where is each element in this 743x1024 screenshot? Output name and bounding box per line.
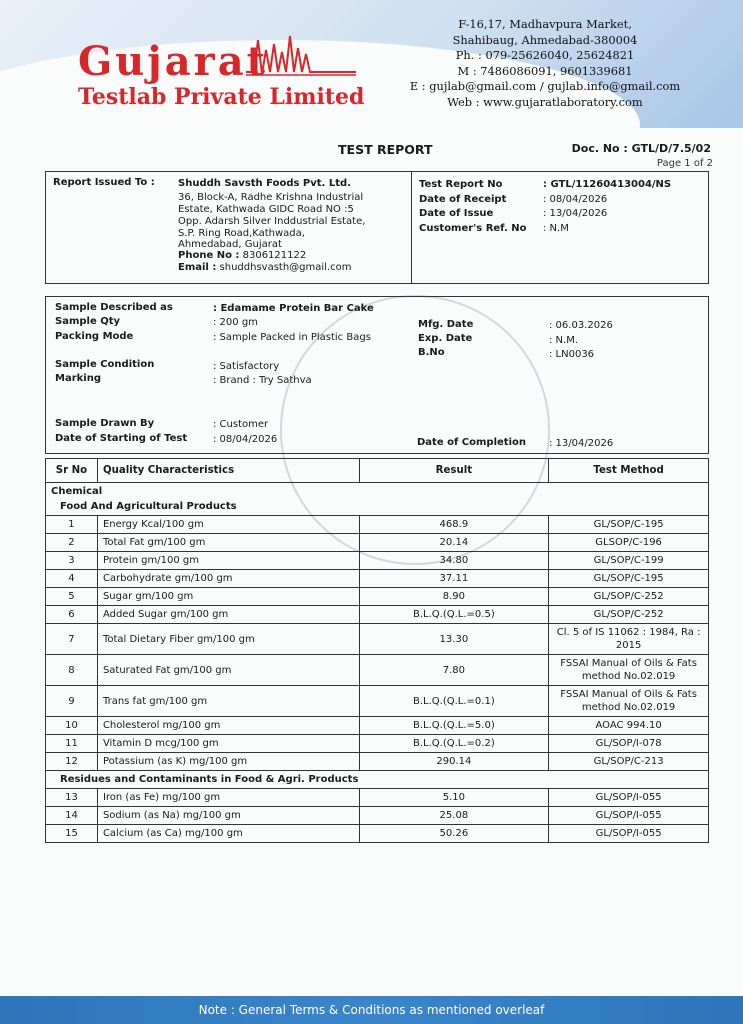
sample-condition-value: : Satisfactory [213, 361, 280, 372]
header-result: Result [359, 459, 549, 483]
row-result: 50.26 [359, 825, 549, 843]
row-method: GL/SOP/C-199 [549, 552, 709, 570]
start-date-label: Date of Starting of Test [55, 433, 188, 444]
row-method: FSSAI Manual of Oils & Fats method No.02.019 [549, 655, 709, 686]
row-result: 37.11 [359, 570, 549, 588]
exp-date-label: Exp. Date [418, 333, 473, 344]
issued-to-label: Report Issued To : [53, 177, 155, 188]
table-row [46, 717, 709, 735]
table-row [46, 552, 709, 570]
row-method: GLSOP/C-196 [549, 534, 709, 552]
table-row [46, 655, 709, 686]
section-food-agri: Food And Agricultural Products [46, 498, 709, 516]
row-result: 290.14 [359, 753, 549, 771]
address-line: Shahibaug, Ahmedabad-380004 [452, 32, 638, 47]
row-method: GL/SOP/C-195 [549, 570, 709, 588]
row-result: 7.80 [359, 655, 549, 686]
address-line: F-16,17, Madhavpura Market, [458, 17, 632, 31]
row-sr-no: 12 [46, 753, 98, 771]
customer-ref-value: : N.M [543, 223, 569, 234]
row-result: 8.90 [359, 588, 549, 606]
phone-label: Phone No : [178, 250, 240, 261]
client-address-line: S.P. Ring Road,Kathwada, [178, 228, 305, 239]
row-result: 13.30 [359, 624, 549, 655]
row-sr-no: 10 [46, 717, 98, 735]
customer-ref-label: Customer's Ref. No [419, 223, 527, 234]
row-result: B.L.Q.(Q.L.=0.5) [359, 606, 549, 624]
table-row [46, 606, 709, 624]
client-email: shuddhsvasth@gmail.com [219, 262, 352, 273]
row-method: AOAC 994.10 [549, 717, 709, 735]
row-method: GL/SOP/I-078 [549, 735, 709, 753]
header-sr-no: Sr No [46, 459, 98, 483]
client-company: Shuddh Savsth Foods Pvt. Ltd. [178, 178, 351, 189]
row-sr-no: 2 [46, 534, 98, 552]
header-quality: Quality Characteristics [97, 459, 359, 483]
row-method: GL/SOP/I-055 [549, 789, 709, 807]
row-result: 5.10 [359, 789, 549, 807]
row-sr-no: 6 [46, 606, 98, 624]
receipt-date-value: : 08/04/2026 [543, 194, 608, 205]
results-table [45, 458, 709, 843]
row-result: B.L.Q.(Q.L.=0.1) [359, 686, 549, 717]
report-title: TEST REPORT [338, 142, 433, 157]
row-sr-no: 9 [46, 686, 98, 717]
batch-no-value: : LN0036 [549, 349, 595, 360]
completion-date-value: : 13/04/2026 [549, 438, 614, 449]
web-line: Web : www.gujaratlaboratory.com [447, 94, 643, 109]
row-quality: Added Sugar gm/100 gm [97, 606, 359, 624]
company-logo-subtitle: Testlab Private Limited [78, 84, 365, 110]
table-row [46, 735, 709, 753]
row-method: GL/SOP/C-252 [549, 588, 709, 606]
client-address-line: Opp. Adarsh Silver Inddustrial Estate, [178, 216, 366, 227]
row-quality: Total Fat gm/100 gm [97, 534, 359, 552]
row-method: GL/SOP/I-055 [549, 807, 709, 825]
table-row [46, 753, 709, 771]
row-sr-no: 8 [46, 655, 98, 686]
mfg-date-label: Mfg. Date [418, 319, 474, 330]
email-label: Email : [178, 262, 217, 273]
start-date-value: : 08/04/2026 [213, 434, 278, 445]
sample-qty-label: Sample Qty [55, 316, 121, 327]
sample-described-label: Sample Described as [55, 302, 173, 313]
mfg-date-value: : 06.03.2026 [549, 320, 613, 331]
logo-wave-icon [246, 30, 356, 80]
row-quality: Energy Kcal/100 gm [97, 516, 359, 534]
row-sr-no: 15 [46, 825, 98, 843]
completion-date-label: Date of Completion [417, 437, 526, 448]
row-method: FSSAI Manual of Oils & Fats method No.02.019 [549, 686, 709, 717]
table-row [46, 534, 709, 552]
row-method: GL/SOP/C-195 [549, 516, 709, 534]
marking-label: Marking [55, 373, 101, 384]
table-row [46, 570, 709, 588]
sample-qty-value: : 200 gm [213, 317, 258, 328]
issue-date-value: : 13/04/2026 [543, 208, 608, 219]
row-sr-no: 3 [46, 552, 98, 570]
row-result: B.L.Q.(Q.L.=0.2) [359, 735, 549, 753]
row-quality: Sodium (as Na) mg/100 gm [97, 807, 359, 825]
table-row [46, 588, 709, 606]
row-sr-no: 14 [46, 807, 98, 825]
row-quality: Potassium (as K) mg/100 gm [97, 753, 359, 771]
row-method: GL/SOP/I-055 [549, 825, 709, 843]
row-result: 468.9 [359, 516, 549, 534]
row-method: GL/SOP/C-252 [549, 606, 709, 624]
row-sr-no: 1 [46, 516, 98, 534]
table-row [46, 516, 709, 534]
client-address-line: Estate, Kathwada GIDC Road NO :5 [178, 204, 354, 215]
receipt-date-label: Date of Receipt [419, 194, 507, 205]
row-sr-no: 4 [46, 570, 98, 588]
row-quality: Total Dietary Fiber gm/100 gm [97, 624, 359, 655]
exp-date-value: : N.M. [549, 335, 579, 346]
table-row [46, 807, 709, 825]
row-quality: Cholesterol mg/100 gm [97, 717, 359, 735]
sample-drawn-label: Sample Drawn By [55, 418, 155, 429]
marking-value: : Brand : Try Sathva [213, 375, 312, 386]
row-sr-no: 11 [46, 735, 98, 753]
phone-line: Ph. : 079-25626040, 25624821 [455, 48, 635, 63]
sample-condition-label: Sample Condition [55, 359, 155, 370]
footer-note: Note : General Terms & Conditions as mentioned overleaf [0, 996, 743, 1024]
table-row [46, 686, 709, 717]
sample-described-value: : Edamame Protein Bar Cake [213, 303, 374, 314]
mobile-line: M : 7486086091, 9601339681 [457, 63, 633, 78]
row-quality: Calcium (as Ca) mg/100 gm [97, 825, 359, 843]
row-result: 34.80 [359, 552, 549, 570]
row-sr-no: 13 [46, 789, 98, 807]
company-address [395, 17, 695, 111]
table-row [46, 825, 709, 843]
row-quality: Trans fat gm/100 gm [97, 686, 359, 717]
row-quality: Sugar gm/100 gm [97, 588, 359, 606]
header-method: Test Method [549, 459, 709, 483]
report-no-label: Test Report No [419, 179, 503, 190]
row-quality: Vitamin D mcg/100 gm [97, 735, 359, 753]
section-chemical: Chemical [46, 483, 709, 499]
report-no-value: : GTL/11260413004/NS [543, 179, 672, 190]
row-method: Cl. 5 of IS 11062 : 1984, Ra : 2015 [549, 624, 709, 655]
packing-mode-label: Packing Mode [55, 331, 134, 342]
client-address-line: 36, Block-A, Radhe Krishna Industrial [178, 192, 364, 203]
meta-divider [411, 171, 412, 284]
row-quality: Iron (as Fe) mg/100 gm [97, 789, 359, 807]
client-address-line: Ahmedabad, Gujarat [178, 239, 282, 250]
row-sr-no: 5 [46, 588, 98, 606]
row-method: GL/SOP/C-213 [549, 753, 709, 771]
table-row [46, 624, 709, 655]
row-result: 25.08 [359, 807, 549, 825]
row-quality: Saturated Fat gm/100 gm [97, 655, 359, 686]
issue-date-label: Date of Issue [419, 208, 494, 219]
section-residues: Residues and Contaminants in Food & Agri. Products [46, 771, 709, 789]
page-number: Page 1 of 2 [656, 158, 713, 169]
table-row [46, 789, 709, 807]
row-quality: Carbohydrate gm/100 gm [97, 570, 359, 588]
doc-number: Doc. No : GTL/D/7.5/02 [571, 142, 711, 155]
company-logo-name: Gujarat [78, 38, 269, 85]
table-header-row [46, 459, 709, 483]
batch-no-label: B.No [418, 347, 445, 358]
email-line: E : gujlab@gmail.com / gujlab.info@gmail.com [409, 79, 681, 94]
packing-mode-value: : Sample Packed in Plastic Bags [213, 332, 371, 343]
row-quality: Protein gm/100 gm [97, 552, 359, 570]
row-result: B.L.Q.(Q.L.=5.0) [359, 717, 549, 735]
row-result: 20.14 [359, 534, 549, 552]
sample-drawn-value: : Customer [213, 419, 269, 430]
row-sr-no: 7 [46, 624, 98, 655]
client-phone: 8306121122 [242, 250, 307, 261]
